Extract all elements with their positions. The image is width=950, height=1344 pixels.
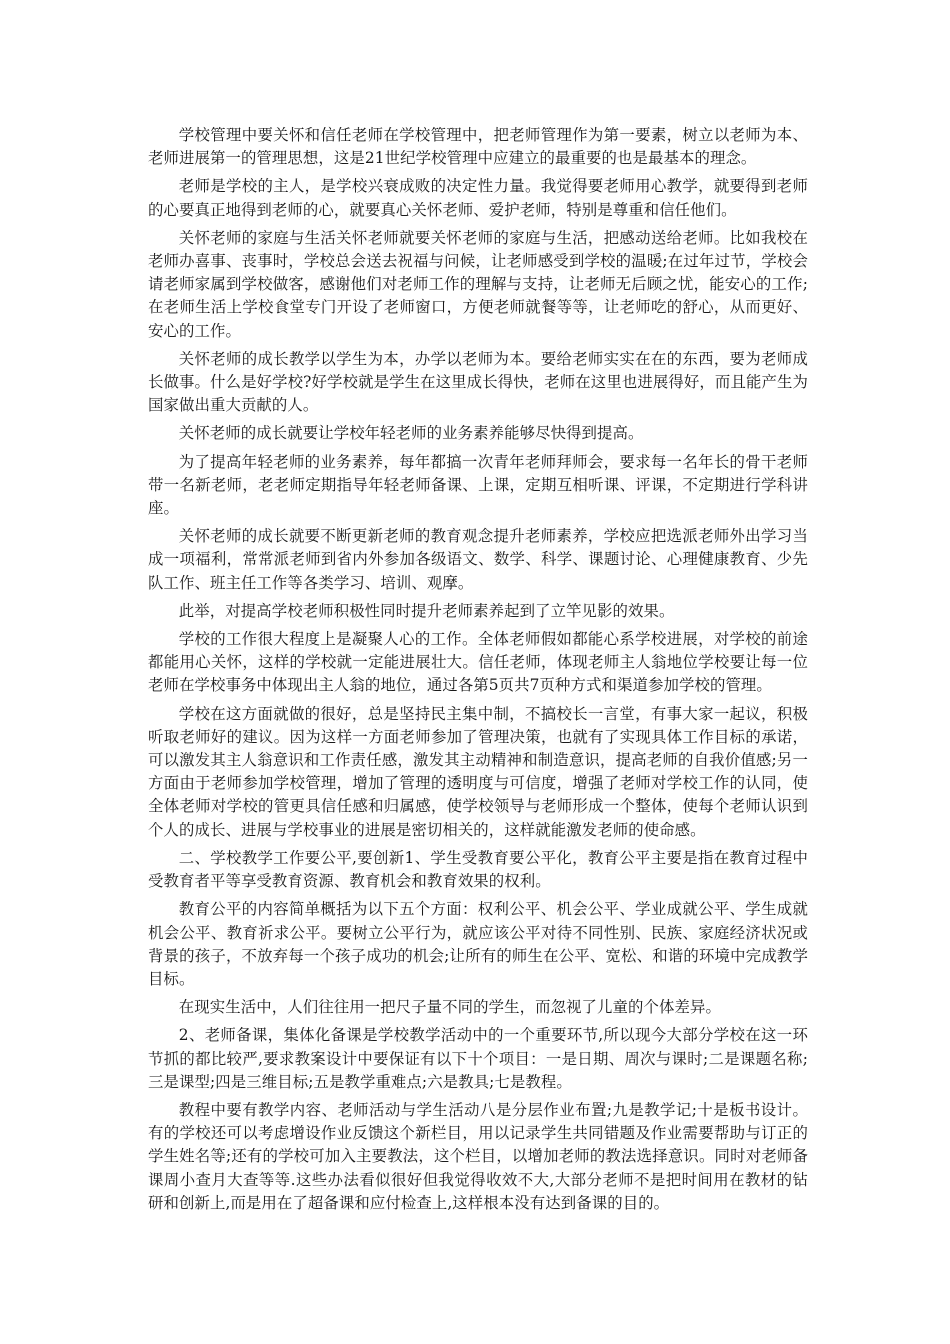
- paragraph: 学校的工作很大程度上是凝聚人心的工作。全体老师假如都能心系学校进展，对学校的前途都能用心关怀，这样的学校就一定能进展壮大。信任老师，体现老师主人翁地位学校要让每一位老师在学校事务中体现出主人翁的地位，通过各第5页共7页种方式和渠道参加学校的管理。: [148, 630, 808, 695]
- paragraph: 关怀老师的家庭与生活关怀老师就要关怀老师的家庭与生活，把感动送给老师。比如我校在老师办喜事、丧事时，学校总会送去祝福与问候，让老师感受到学校的温暖;在过年过节，学校会请老师家属到学校做客，感谢他们对老师工作的理解与支持，让老师无后顾之忧，能安心的工作;在老师生活上学校食堂专门开设了老师窗口，方便老师就餐等等，让老师吃的舒心，从而更好、安心的工作。: [148, 228, 808, 340]
- paragraph: 教程中要有教学内容、老师活动与学生活动八是分层作业布置;九是教学记;十是板书设计。有的学校还可以考虑增设作业反馈这个新栏目，用以记录学生共同错题及作业需要帮助与订正的学生姓名等;还有的学校可加入主要教法，这个栏目，以增加老师的教法选择意识。同时对老师备课周小查月大查等等.这些办法看似很好但我觉得收效不大,大部分老师不是把时间用在教材的钻研和创新上,而是用在了超备课和应付检查上,这样根本没有达到备课的目的。: [148, 1100, 808, 1212]
- paragraph: 此举，对提高学校老师积极性同时提升老师素养起到了立竿见影的效果。: [178, 601, 675, 620]
- paragraph: 学校在这方面就做的很好，总是坚持民主集中制，不搞校长一言堂，有事大家一起议，积极听取老师好的建议。因为这样一方面老师参加了管理决策，也就有了实现具体工作目标的承诺，可以激发其主人翁意识和工作责任感，激发其主动精神和制造意识，提高老师的自我价值感;另一方面由于老师参加学校管理，增加了管理的透明度与可信度，增强了老师对学校工作的认同，使全体老师对学校的管更具信任感和归属感，使学校领导与老师形成一个整体，使每个老师认识到个人的成长、进展与学校事业的进展是密切相关的，这样就能激发老师的使命感。: [148, 704, 808, 839]
- paragraph: 2、老师备课，集体化备课是学校教学活动中的一个重要环节,所以现今大部分学校在这一环节抓的都比较严,要求教案设计中要保证有以下十个项目：一是日期、周次与课时;二是课题名称;三是课型;四是三维目标;五是教学重难点;六是教具;七是教程。: [148, 1026, 808, 1091]
- paragraph: 教育公平的内容简单概括为以下五个方面：权利公平、机会公平、学业成就公平、学生成就机会公平、教育祈求公平。要树立公平行为，就应该公平对待不同性别、民族、家庭经济状况或背景的孩子，不放弃每一个孩子成功的机会;让所有的师生在公平、宽松、和谐的环境中完成教学目标。: [148, 900, 808, 988]
- paragraph: 关怀老师的成长就要不断更新老师的教育观念提升老师素养，学校应把选派老师外出学习当成一项福利，常常派老师到省内外参加各级语文、数学、科学、课题讨论、心理健康教育、少先队工作、班主任工作等各类学习、培训、观摩。: [148, 527, 808, 592]
- paragraph: 在现实生活中，人们往往用一把尺子量不同的学生，而忽视了儿童的个体差异。: [178, 998, 721, 1017]
- document-body: [148, 124, 808, 1220]
- paragraph: 老师是学校的主人，是学校兴衰成败的决定性力量。我觉得要老师用心教学，就要得到老师的心要真正地得到老师的心，就要真心关怀老师、爱护老师，特别是尊重和信任他们。: [148, 177, 808, 219]
- paragraph: 关怀老师的成长教学以学生为本，办学以老师为本。要给老师实实在在的东西，要为老师成长做事。什么是好学校?好学校就是学生在这里成长得快，老师在这里也进展得好，而且能产生为国家做出重大贡献的人。: [148, 349, 808, 415]
- paragraph: 关怀老师的成长就要让学校年轻老师的业务素养能够尽快得到提高。: [178, 424, 644, 443]
- paragraph: 为了提高年轻老师的业务素养，每年都搞一次青年老师拜师会，要求每一名年长的骨干老师带一名新老师，老老师定期指导年轻老师备课、上课，定期互相听课、评课，不定期进行学科讲座。: [148, 452, 808, 518]
- paragraph: 学校管理中要关怀和信任老师在学校管理中，把老师管理作为第一要素，树立以老师为本、老师进展第一的管理思想，这是21世纪学校管理中应建立的最重要的也是最基本的理念。: [148, 126, 808, 168]
- paragraph: 二、学校教学工作要公平,要创新1、学生受教育要公平化，教育公平主要是指在教育过程中受教育者平等享受教育资源、教育机会和教育效果的权利。: [148, 848, 808, 891]
